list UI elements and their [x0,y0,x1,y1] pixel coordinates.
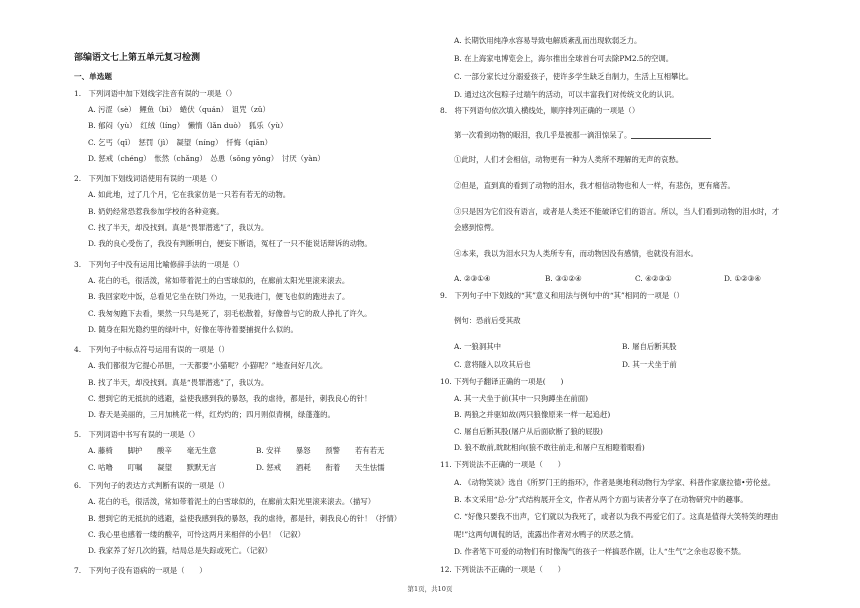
question-3-option-b: B. 我回家吃中饭，总看见它坐在铁门外边，一见我进门，便飞也似的跑进去了。 [88,292,350,301]
question-7-option-a: A. 长期饮用纯净水容易导致电解质紊乱而出现软弱乏力。 [454,36,642,45]
question-11-stem: 11. 下列说法不正确的一项是（ ） [440,460,565,469]
question-11-option-c-continued: 呢!”这两句调侃的话，流露出作者对水鸭子的厌恶之情。 [454,530,639,539]
question-4-option-d: D. 春天是美丽的，三月加桃花一样，红灼灼的；四月则似青桐，绿蓬蓬的。 [88,410,335,419]
question-7-option-d: D. 通过这次包粽子过端午的活动，可以丰富我们对传统文化的认识。 [454,90,679,99]
question-6-option-b: B. 想到它的无抵抗的逃避，益使我感到我的暴怒，我的虐待，都是针，刺我良心的针！（抒情） [88,514,402,523]
question-10-option-b: B. 两狼之并驱如故(两只狼像原来一样一起追赶) [454,410,611,419]
question-9-option-b: B. 屠自后断其股 [622,342,677,351]
question-9-option-d: D. 其一犬坐于前 [622,360,677,369]
question-2-option-c: C. 找了半天，却没找到。真是“畏罪潜逃”了，我以为。 [88,223,269,232]
question-9-example: 例句：恐前后受其敌 [454,316,521,325]
question-6-option-d: D. 我家养了好几次的猫，结局总是失踪或死亡。（记叙） [88,546,273,555]
question-3-option-d: D. 随身在阳光隐约里的绿叶中，好像在等待着要捕捉什么似的。 [88,325,298,334]
question-9-option-a: A. 一狼洞其中 [454,342,501,351]
answer-blank [631,131,711,139]
question-2-option-a: A. 如此地，过了几个月，它在我家仿是一只若有若无的动物。 [88,190,291,199]
question-8-sentence-3-continued: 会感到惊愕。 [454,223,499,232]
document-title: 部编语文七上第五单元复习检测 [74,53,201,63]
question-5-option-c: C. 咕噜 叮嘱 凝望 默默无言 [88,463,217,472]
question-7-option-c: C. 一部分家长过分溺爱孩子，使许多学生缺乏自制力，生活上互相攀比。 [454,72,694,81]
question-8-option-a: A. ②③①④ [454,274,491,283]
question-5-option-a: A. 藤椅 脚护 酸辛 毫无生意 [88,446,217,455]
question-1-option-d: D. 惩戒（chéng） 怅然（chǎng） 怂恿（sǒng yǒng） 讨厌（yàn） [88,154,325,163]
question-11-option-a: A. 《动物笑谈》选自《所罗门王的指环》，作者是奥地利动物行为学家、科普作家康拉德•劳伦兹。 [454,478,776,487]
question-2-option-b: B. 奶奶经常恐惹我参加学校的各种竞赛。 [88,207,224,216]
question-8-sentence-3: ③只是因为它们没有语言，或者是人类还不能破译它们的语言。所以，当人们看到动物的泪水时，才 [454,207,780,216]
question-1-option-b: B. 郁闷（yù） 红绒（líng） 懒惰（lǎn duò） 狐乐（yù） [88,121,288,130]
question-5-stem: 5. 下列词语中书写有误的一项是（） [74,430,200,439]
section-heading: 一、单选题 [74,72,112,81]
question-4-stem: 4. 下列句子中标点符号运用有误的一项是（） [74,345,229,354]
question-4-option-a: A. 我们都很为它提心吊胆，一天都要“小猫呢？小猫呢？”地查问好几次。 [88,361,328,370]
question-11-option-c: C. “好像只要我不出声，它们就以为我死了，或者以为我不再爱它们了。这真是值得大笑特笑的理由 [454,512,779,521]
question-10-option-d: D. 狼不敢前,眈眈相向(狼不敢往前走,和屠户互相瞪着眼看) [454,443,645,452]
question-6-option-a: A. 花白的毛，很活泼，常如带着泥土的白雪球似的，在廊前太阳光里滚来滚去。（描写） [88,497,376,506]
question-1-option-c: C. 乞丐（qǐ） 惩罚（jì） 凝望（níng） 忏悔（qiān） [88,138,273,147]
question-10-option-a: A. 其一犬坐于前(其中一只狗蹲坐在前面) [454,394,589,403]
question-6-stem: 6. 下列句子的表达方式判断有误的一项是（） [74,481,229,490]
question-11-option-b: B. 本文采用“总-分”式结构展开全文，作者从两个方面与读者分享了在动物研究中的趣事。 [454,495,748,504]
question-1-stem: 1. 下列词语中加下划线字注音有误的一项是（） [74,89,237,98]
question-3-option-c: C. 我匆匆跑下去看，果然一只鸟是死了，羽毛松散着，好像曾与它的敌人挣扎了许久。 [88,309,372,318]
question-2-stem: 2. 下列加下划线词语使用有误的一项是（） [74,174,222,183]
question-8-option-d: D. ①②③④ [724,274,761,283]
question-6-option-c: C. 我心里也感着一缕的酸辛，可怜这两月来相伴的小侣！（记叙） [88,530,306,539]
question-3-option-a: A. 花白的毛，很活泼，常如带着泥土的白雪球似的，在廊前太阳光里滚来滚去。 [88,276,350,285]
question-5-option-d: D. 惩戒 酒耗 衔着 天生怯懦 [256,463,385,472]
question-8-option-c: C. ④②③① [635,274,672,283]
question-12-stem: 12. 下列说法不正确的一项是（ ） [440,565,565,574]
question-1-option-a: A. 污涩（sè） 鲤鱼（bì） 蜷伏（quán） 诅咒（zǔ） [88,105,270,114]
question-8-lead-text: 第一次看到动物的眼泪，我几乎是被那一滴泪惊呆了。 [454,130,632,140]
question-4-option-b: B. 找了半天，却没找到。真是“畏罪潜逃”了，我以为。 [88,378,269,387]
question-10-option-c: C. 屠自后断其股(屠户从后面砍断了狼的屁股) [454,427,603,436]
question-8-option-b: B. ③①②④ [545,274,582,283]
question-8-sentence-2: ②但是，直到真的看到了动物的泪水，我才相信动物也和人一样，有悲伤，更有痛苦。 [454,181,735,190]
question-4-option-c: C. 想到它的无抵抗的逃避，益使我感到我的暴怒，我的虐待，都是针，刺我良心的针！ [88,394,372,403]
question-5-option-b: B. 安祥 暴怒 预警 若有若无 [256,446,385,455]
question-8-lead [440,131,711,139]
question-11-option-d: D. 作者笔下可爱的动物们有时像淘气的孩子一样搞恶作剧，让人“生气”之余也忍俊不禁。 [454,547,746,556]
question-9-option-c: C. 意将隧入以攻其后也 [454,360,531,369]
question-8-sentence-1: ①此时，人们才会相信，动物更有一种为人类所不理解的无声的哀愁。 [454,155,684,164]
question-7-stem: 7. 下列句子没有语病的一项是（ ） [74,566,207,575]
question-10-stem: 10. 下列句子翻译正确的一项是( ) [440,377,564,386]
question-7-option-b: B. 在上海家电博览会上，海尔推出全球首台可去除PM2.5的空调。 [454,54,674,63]
question-3-stem: 3. 下列句子中没有运用比喻修辞手法的一项是（） [74,260,244,269]
question-9-stem: 9. 下列句子中下划线的“其”意义和用法与例句中的“其”相同的一项是（） [440,291,684,300]
page-footer: 第1页，共10页 [407,585,453,593]
question-8-sentence-4: ④本来，我以为泪水只为人类所专有，而动物因没有感情，也就没有泪水。 [454,249,698,258]
question-8-stem: 8. 将下列语句依次填入横线处，顺序排列正确的一项是（） [440,106,640,115]
question-2-option-d: D. 我的良心受伤了，我没有判断明白，便妄下断语，冤枉了一只不能说话辩诉的动物。 [88,239,372,248]
